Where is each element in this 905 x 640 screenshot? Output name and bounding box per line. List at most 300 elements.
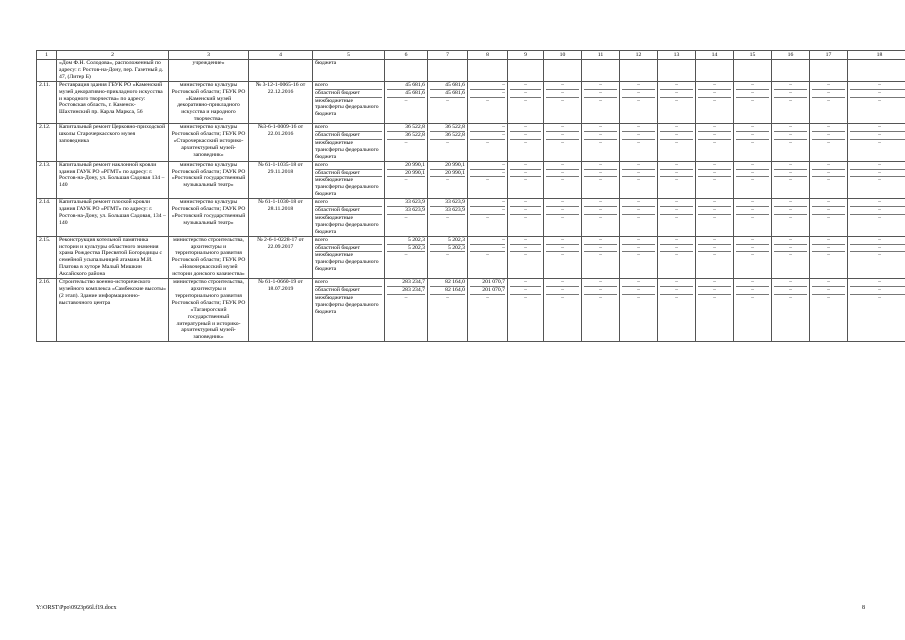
value-line: –	[404, 177, 408, 184]
value-line: –	[524, 177, 527, 184]
customer: министерство культуры Ростовской области; ГАУК РО «Ростовский государственный музыкальный театр»	[169, 199, 249, 237]
value-line: –	[470, 170, 505, 178]
value-line: –	[660, 90, 693, 98]
value-line: –	[561, 252, 564, 259]
value-line: –	[637, 252, 640, 259]
value-line: –	[812, 90, 845, 98]
value-line: –	[789, 214, 792, 221]
value-line: –	[751, 139, 754, 146]
value-line: –	[789, 252, 792, 259]
header-col-5: 5	[313, 51, 385, 60]
header-col-9: 9	[508, 51, 544, 60]
col-9-value	[508, 60, 544, 82]
value-line: –	[736, 199, 769, 207]
value-line: –	[812, 245, 845, 253]
col-11-value	[582, 60, 620, 82]
col-12-value	[620, 161, 658, 199]
col-7-value	[428, 279, 468, 342]
value-line: –	[736, 162, 769, 170]
value-line: –	[774, 132, 807, 140]
col-13-value	[658, 199, 696, 237]
col-12-value	[620, 236, 658, 278]
value-line: –	[584, 170, 617, 178]
value-line: –	[622, 124, 655, 132]
header-col-10: 10	[544, 51, 582, 60]
header-col-6: 6	[385, 51, 428, 60]
value-line: –	[878, 252, 881, 259]
col-11-value	[582, 81, 620, 123]
value-line: –	[878, 214, 881, 221]
funding-source	[313, 124, 385, 162]
value-line: –	[486, 294, 489, 301]
value-line: –	[698, 162, 731, 170]
header-col-12: 12	[620, 51, 658, 60]
header-col-2: 2	[57, 51, 169, 60]
col-7-value	[428, 161, 468, 199]
funding-source-line: межбюджетные трансферты федерального бюджета	[315, 214, 379, 235]
value-line: –	[561, 139, 564, 146]
value-line: –	[736, 279, 769, 287]
col-14-value	[696, 81, 734, 123]
value-line: –	[561, 294, 564, 301]
col-15-value	[734, 161, 772, 199]
col-14-value	[696, 60, 734, 82]
col-13-value	[658, 60, 696, 82]
value-line: –	[660, 170, 693, 178]
value-line: –	[774, 170, 807, 178]
value-line: –	[751, 97, 754, 104]
value-line: –	[850, 279, 905, 287]
value-line: –	[850, 237, 905, 245]
value-line: –	[546, 90, 579, 98]
value-line: –	[404, 139, 408, 146]
value-line: –	[599, 139, 602, 146]
value-line: –	[713, 294, 716, 301]
value-line: –	[850, 245, 905, 253]
value-line: –	[584, 207, 617, 215]
value-line: –	[524, 97, 527, 104]
value-line: –	[524, 139, 527, 146]
value-line: –	[774, 90, 807, 98]
value-line: –	[599, 177, 602, 184]
value-line: –	[713, 97, 716, 104]
value-line: –	[446, 252, 449, 259]
header-col-18: 18	[848, 51, 905, 60]
value-line: 283 234,7	[387, 287, 425, 295]
value-line: –	[524, 294, 527, 301]
col-11-value	[582, 279, 620, 342]
col-7-value	[428, 124, 468, 162]
funding-source-line: межбюджетные трансферты федерального бюджета	[315, 97, 379, 118]
col-13-value	[658, 279, 696, 342]
col-12-value	[620, 199, 658, 237]
row-number: 2.12.	[37, 124, 57, 162]
document-ref: № 61-1-1035-18 от 29.11.2018	[249, 161, 313, 199]
funding-source-line: межбюджетные трансферты федерального бюджета	[315, 177, 379, 198]
funding-source-line: межбюджетные трансферты федерального бюджета	[315, 252, 379, 273]
value-line: –	[850, 170, 905, 178]
value-line: –	[812, 124, 845, 132]
value-line: –	[675, 294, 678, 301]
value-line: –	[546, 245, 579, 253]
col-15-value	[734, 236, 772, 278]
value-line: –	[774, 279, 807, 287]
value-line: 36 522,8	[430, 132, 465, 140]
funding-source	[313, 161, 385, 199]
col-16-value	[772, 60, 810, 82]
value-line: –	[850, 82, 905, 90]
document-ref: № 2-6-1-0228-17 от 22.09.2017	[249, 236, 313, 278]
col-8-value	[468, 81, 508, 123]
col-6-value	[385, 124, 428, 162]
funding-source-line: всего	[315, 82, 382, 90]
object-name: Реконструкция котельной памятника истории и культуры областного значения храма Рождества Пресвятой Богородицы с семейной усыпальницей атамана М.И. Платова в хуторе Малый Мишкин Аксайского района	[57, 236, 169, 278]
col-10-value	[544, 81, 582, 123]
funding-source: бюджета	[313, 60, 385, 82]
header-col-16: 16	[772, 51, 810, 60]
value-line: –	[584, 124, 617, 132]
object-name: Строительство военно-исторического музейного комплекса «Самбекские высоты» (2 этап). Здание информационно-выставочного центра	[57, 279, 169, 342]
col-8-value	[468, 279, 508, 342]
value-line: –	[789, 97, 792, 104]
col-10-value	[544, 199, 582, 237]
value-line: –	[470, 90, 505, 98]
continuation-row	[37, 60, 905, 82]
col-16-value	[772, 199, 810, 237]
value-line: –	[812, 279, 845, 287]
value-line: –	[660, 287, 693, 295]
value-line: –	[713, 139, 716, 146]
value-line: –	[675, 97, 678, 104]
value-line: –	[637, 294, 640, 301]
header-row	[37, 51, 905, 60]
value-line: –	[698, 245, 731, 253]
customer: учреждение»	[169, 60, 249, 82]
value-line: –	[812, 207, 845, 215]
col-11-value	[582, 124, 620, 162]
col-6-value	[385, 279, 428, 342]
col-7-value	[428, 199, 468, 237]
value-line: –	[510, 207, 541, 215]
value-line: –	[660, 132, 693, 140]
header-col-14: 14	[696, 51, 734, 60]
funding-source-line: всего	[315, 279, 382, 287]
value-line: –	[637, 97, 640, 104]
value-line: –	[486, 214, 489, 221]
header-col-3: 3	[169, 51, 249, 60]
value-line: –	[622, 245, 655, 253]
value-line: 201 070,7	[470, 279, 505, 287]
value-line: –	[404, 252, 408, 259]
value-line: –	[599, 214, 602, 221]
value-line: –	[698, 132, 731, 140]
funding-source	[313, 199, 385, 237]
funding-source	[313, 236, 385, 278]
col-9-value	[508, 279, 544, 342]
value-line: –	[751, 177, 754, 184]
col-6-value	[385, 199, 428, 237]
value-line: 82 164,0	[430, 287, 465, 295]
value-line: –	[660, 124, 693, 132]
row-number: 2.11.	[37, 81, 57, 123]
funding-source-line: межбюджетные трансферты федерального бюджета	[315, 139, 379, 160]
col-18-value	[848, 236, 905, 278]
value-line: –	[698, 237, 731, 245]
col-10-value	[544, 161, 582, 199]
value-line: –	[736, 132, 769, 140]
value-line: –	[660, 207, 693, 215]
value-line: –	[546, 199, 579, 207]
value-line: 33 623,9	[387, 199, 425, 207]
table-row	[37, 161, 905, 199]
value-line: –	[850, 207, 905, 215]
value-line: 201 070,7	[470, 287, 505, 295]
customer: министерство культуры Ростовской области; ГБУК РО «Каменский музей декоративно-прикладного искусства и народного творчества»	[169, 81, 249, 123]
value-line: –	[774, 245, 807, 253]
value-line: –	[446, 97, 449, 104]
value-line: –	[510, 162, 541, 170]
col-11-value	[582, 199, 620, 237]
object-name: Капитальный ремонт наклонной кровли здания ГАУК РО «РГМТ» по адресу: г. Ростов-на-Дону, ул. Большая Садовая 134 – 140	[57, 161, 169, 199]
value-line: –	[584, 279, 617, 287]
col-6-value	[385, 60, 428, 82]
col-18-value	[848, 161, 905, 199]
value-line: –	[736, 207, 769, 215]
col-10-value	[544, 124, 582, 162]
col-17-value	[810, 124, 848, 162]
value-line: 283 234,7	[387, 279, 425, 287]
value-line: –	[827, 214, 830, 221]
col-18-value	[848, 60, 905, 82]
funding-source-line: областной бюджет	[315, 90, 382, 98]
col-18-value	[848, 279, 905, 342]
value-line: 36 522,8	[430, 124, 465, 132]
value-line: –	[599, 294, 602, 301]
value-line: –	[622, 162, 655, 170]
col-16-value	[772, 81, 810, 123]
value-line: –	[584, 162, 617, 170]
value-line: –	[850, 90, 905, 98]
table-row	[37, 124, 905, 162]
value-line: –	[546, 132, 579, 140]
funding-source-line: всего	[315, 237, 382, 245]
value-line: –	[510, 132, 541, 140]
value-line: –	[675, 252, 678, 259]
value-line: –	[812, 287, 845, 295]
value-line: –	[736, 124, 769, 132]
value-line: –	[675, 214, 678, 221]
value-line: –	[510, 170, 541, 178]
value-line: –	[774, 237, 807, 245]
document-ref: № 61-1-0660-19 от 18.07.2019	[249, 279, 313, 342]
value-line: 33 623,9	[387, 207, 425, 215]
value-line: –	[736, 82, 769, 90]
value-line: –	[774, 207, 807, 215]
value-line: 45 681,6	[430, 82, 465, 90]
col-14-value	[696, 124, 734, 162]
footer-file-path: Y:\ORST\Ppo\0923p66l.f19.docx	[36, 605, 117, 611]
value-line: –	[878, 139, 881, 146]
col-9-value	[508, 161, 544, 199]
value-line: –	[713, 214, 716, 221]
value-line: –	[486, 97, 489, 104]
value-line: –	[774, 287, 807, 295]
header-col-7: 7	[428, 51, 468, 60]
col-6-value	[385, 81, 428, 123]
value-line: 5 202,3	[430, 237, 465, 245]
value-line: –	[660, 162, 693, 170]
value-line: –	[584, 199, 617, 207]
col-12-value	[620, 60, 658, 82]
value-line: –	[698, 82, 731, 90]
col-8-value	[468, 161, 508, 199]
value-line: –	[827, 252, 830, 259]
investment-table	[36, 50, 905, 342]
value-line: –	[561, 214, 564, 221]
value-line: –	[546, 287, 579, 295]
col-13-value	[658, 161, 696, 199]
value-line: –	[812, 199, 845, 207]
value-line: 45 681,6	[430, 90, 465, 98]
col-17-value	[810, 60, 848, 82]
value-line: 82 164,0	[430, 279, 465, 287]
row-number: 2.15.	[37, 236, 57, 278]
header-col-4: 4	[249, 51, 313, 60]
col-16-value	[772, 236, 810, 278]
col-14-value	[696, 236, 734, 278]
funding-source-line: областной бюджет	[315, 170, 382, 178]
value-line: 20 990,1	[430, 170, 465, 178]
col-15-value	[734, 199, 772, 237]
col-17-value	[810, 199, 848, 237]
value-line: 36 522,8	[387, 124, 425, 132]
value-line: –	[622, 170, 655, 178]
col-13-value	[658, 236, 696, 278]
header-col-17: 17	[810, 51, 848, 60]
value-line: –	[622, 287, 655, 295]
value-line: –	[827, 177, 830, 184]
value-line: –	[470, 245, 505, 253]
value-line: –	[850, 199, 905, 207]
header-col-1: 1	[37, 51, 57, 60]
value-line: –	[850, 124, 905, 132]
col-14-value	[696, 161, 734, 199]
funding-source-line: областной бюджет	[315, 207, 382, 215]
value-line: –	[850, 287, 905, 295]
value-line: –	[774, 162, 807, 170]
funding-source-line: областной бюджет	[315, 245, 382, 253]
value-line: –	[584, 287, 617, 295]
page-number: 8	[862, 605, 865, 611]
funding-source-line: областной бюджет	[315, 132, 382, 140]
value-line: –	[510, 199, 541, 207]
value-line: –	[546, 162, 579, 170]
col-15-value	[734, 279, 772, 342]
header-col-8: 8	[468, 51, 508, 60]
value-line: –	[404, 214, 408, 221]
value-line: –	[660, 245, 693, 253]
table-row	[37, 236, 905, 278]
col-11-value	[582, 161, 620, 199]
value-line: –	[698, 279, 731, 287]
customer: министерство культуры Ростовской области; ГАУК РО «Ростовский государственный музыкальный театр»	[169, 161, 249, 199]
col-17-value	[810, 161, 848, 199]
col-14-value	[696, 199, 734, 237]
value-line: –	[622, 199, 655, 207]
value-line: –	[789, 177, 792, 184]
document-ref	[249, 60, 313, 82]
value-line: –	[675, 139, 678, 146]
value-line: –	[510, 124, 541, 132]
value-line: –	[622, 82, 655, 90]
value-line: –	[446, 214, 449, 221]
table-row	[37, 279, 905, 342]
col-6-value	[385, 236, 428, 278]
value-line: 45 681,6	[387, 90, 425, 98]
value-line: –	[510, 90, 541, 98]
value-line: –	[584, 237, 617, 245]
document-ref: № 61-1-1030-18 от 28.11.2018	[249, 199, 313, 237]
value-line: –	[675, 177, 678, 184]
value-line: –	[736, 237, 769, 245]
value-line: –	[660, 237, 693, 245]
value-line: 36 522,8	[387, 132, 425, 140]
value-line: –	[510, 82, 541, 90]
col-8-value	[468, 199, 508, 237]
value-line: –	[698, 199, 731, 207]
value-line: –	[850, 132, 905, 140]
table-row	[37, 81, 905, 123]
value-line: –	[546, 207, 579, 215]
value-line: –	[637, 214, 640, 221]
value-line: 20 990,1	[430, 162, 465, 170]
col-12-value	[620, 124, 658, 162]
value-line: 20 990,1	[387, 162, 425, 170]
value-line: –	[751, 252, 754, 259]
value-line: –	[812, 170, 845, 178]
value-line: –	[637, 139, 640, 146]
col-17-value	[810, 279, 848, 342]
col-10-value	[544, 236, 582, 278]
col-16-value	[772, 124, 810, 162]
col-18-value	[848, 199, 905, 237]
value-line: –	[751, 294, 754, 301]
value-line: –	[470, 237, 505, 245]
col-8-value	[468, 60, 508, 82]
value-line: –	[878, 177, 881, 184]
value-line: 20 990,1	[387, 170, 425, 178]
value-line: –	[736, 287, 769, 295]
value-line: –	[713, 177, 716, 184]
value-line: –	[812, 82, 845, 90]
value-line: –	[774, 199, 807, 207]
value-line: –	[622, 279, 655, 287]
value-line: –	[446, 294, 449, 301]
funding-source	[313, 81, 385, 123]
col-14-value	[696, 279, 734, 342]
value-line: –	[470, 162, 505, 170]
col-18-value	[848, 124, 905, 162]
customer: министерство строительства, архитектуры и территориального развития Ростовской области; ГБУК РО «Новочеркасский музей истории донского казачества»	[169, 236, 249, 278]
value-line: –	[470, 207, 505, 215]
value-line: –	[736, 245, 769, 253]
col-13-value	[658, 124, 696, 162]
value-line: 33 623,9	[430, 199, 465, 207]
object-name: Реставрация здания ГБУК РО «Каменский музей декоративно-прикладного искусства и народного творчества» по адресу: Ростовская область, г. Каменск-Шахтинский пр. Карла Маркса, 56	[57, 81, 169, 123]
value-line: –	[524, 214, 527, 221]
funding-source-line: всего	[315, 199, 382, 207]
col-9-value	[508, 236, 544, 278]
